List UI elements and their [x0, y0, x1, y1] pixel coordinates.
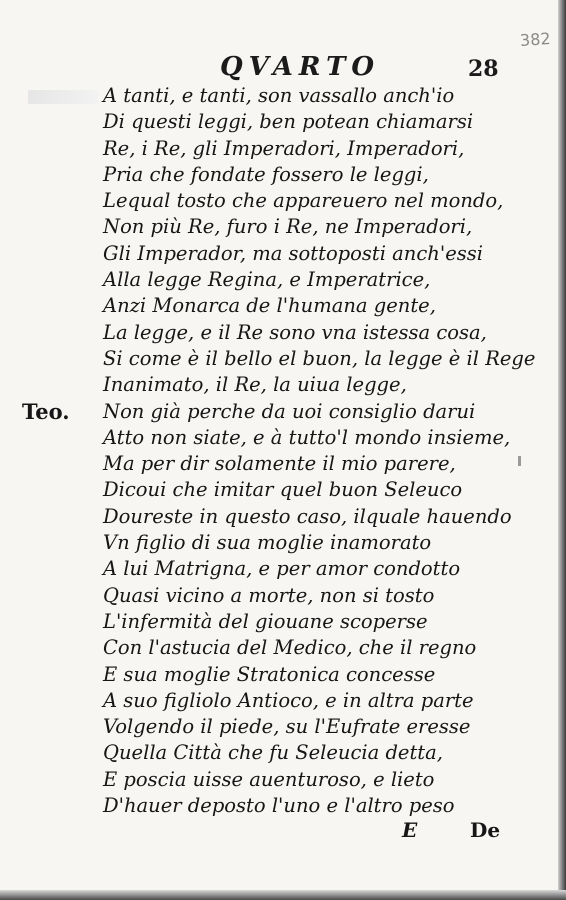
verse-line: D'hauer deposto l'uno e l'altro peso: [103, 794, 455, 818]
verse-line: Re, i Re, gli Imperadori, Imperadori,: [103, 136, 465, 160]
verse-line: Vn figlio di sua moglie inamorato: [103, 531, 432, 555]
verse-line: Lequal tosto che appareuero nel mondo,: [103, 189, 504, 213]
verse-line: Volgendo il piede, su l'Eufrate eresse: [103, 715, 471, 739]
page-number: 28: [468, 56, 499, 82]
verse-line: Dicoui che imitar quel buon Seleuco: [103, 478, 463, 502]
verse-line: Con l'astucia del Medico, che il regno: [103, 636, 477, 660]
catchword: De: [470, 818, 501, 842]
scan-edge-right: [558, 0, 566, 900]
verse-line: A tanti, e tanti, son vassallo anch'io: [103, 84, 455, 107]
verse-line: Inanimato, il Re, la uiua legge,: [103, 373, 407, 397]
verse-line: Non già perche da uoi consiglio darui: [103, 399, 476, 423]
running-head-title: QVARTO: [219, 52, 381, 82]
verse-line: Quella Città che fu Seleucia detta,: [103, 741, 443, 765]
verse-list: [103, 83, 553, 819]
verse-line: Atto non siate, e à tutto'l mondo insieme,: [103, 425, 511, 449]
verse-line: La legge, e il Re sono vna istessa cosa,: [103, 320, 487, 344]
verse-line: Di questi leggi, ben potean chiamarsi: [103, 110, 474, 134]
verse-line: Si come è il bello el buon, la legge è il Rege: [103, 346, 536, 370]
handwritten-folio-note: 382: [519, 28, 552, 51]
verse-line: Alla legge Regina, e Imperatrice,: [103, 268, 431, 292]
ink-speck: [518, 456, 521, 466]
verse-line: Doureste in questo caso, ilquale hauendo: [103, 504, 512, 528]
verse-line: Anzi Monarca de l'humana gente,: [103, 294, 436, 318]
verse-line: A suo figliolo Antioco, e in altra parte: [103, 688, 474, 712]
verse-line: E poscia uisse auenturoso, e lieto: [103, 767, 435, 791]
verse-line: Quasi vicino a morte, non si tosto: [103, 583, 435, 607]
verse-line: L'infermità del giouane scoperse: [103, 609, 428, 633]
scan-edge-bottom: [0, 890, 566, 900]
verse-line: Pria che fondate fossero le leggi,: [103, 162, 429, 186]
verse-line: Gli Imperador, ma sottoposti anch'essi: [103, 241, 484, 265]
verse-line: A lui Matrigna, e per amor condotto: [103, 557, 461, 581]
verse-line: E sua moglie Stratonica concesse: [103, 662, 436, 686]
bleed-through-smudge: [28, 90, 98, 104]
verse-line: Ma per dir solamente il mio parere,: [103, 452, 456, 476]
verse-line: Non più Re, furo i Re, ne Imperadori,: [103, 215, 473, 239]
signature-mark: E: [402, 818, 418, 842]
speaker-label: Teo.: [22, 399, 70, 424]
